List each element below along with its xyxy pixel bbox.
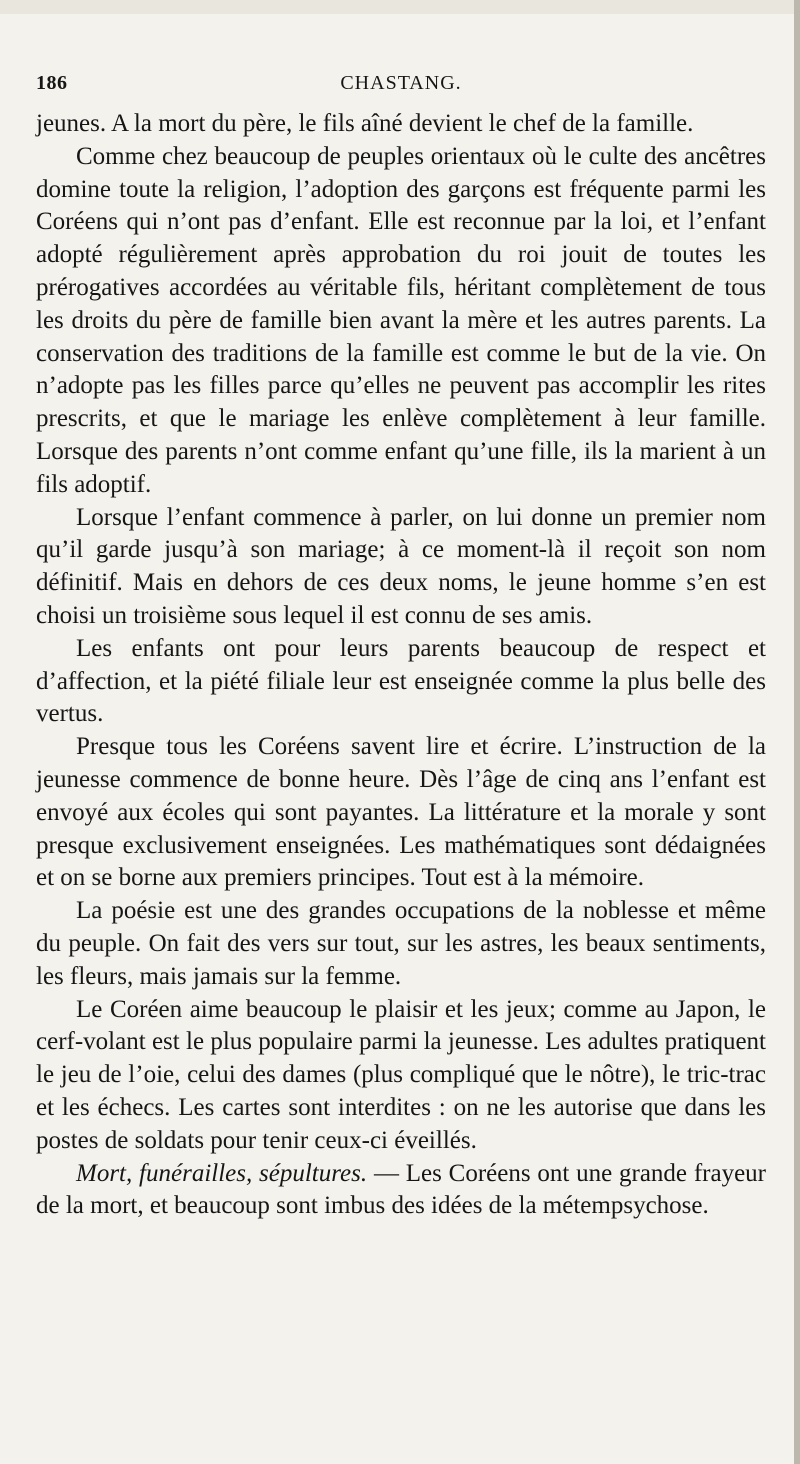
paragraph: Presque tous les Coréens savent lire et écrire. L’instruction de la jeunesse commence de bonne heure. Dès l’âge de cinq ans l’enfant est envoyé aux écoles qui sont payantes. La littérature et la morale y sont presque exclusivement enseignées. Les mathématiques sont dédaignées et on se borne aux premiers principes. Tout est à la mémoire. bbox=[36, 733, 766, 892]
page-right-edge bbox=[794, 0, 800, 1464]
body-text bbox=[36, 108, 766, 1223]
section-text: — Les Coréens ont une grande frayeur de la mort, et beaucoup sont imbus des idées de la métempsychose. bbox=[36, 1159, 767, 1220]
running-head bbox=[36, 72, 766, 98]
section-heading: Mort, funérailles, sépultures. bbox=[76, 1159, 368, 1187]
page-number: 186 bbox=[36, 72, 68, 94]
paragraph: Le Coréen aime beaucoup le plaisir et les jeux; comme au Japon, le cerf-volant est le plus populaire parmi la jeunesse. Les adultes pratiquent le jeu de l’oie, celui des dames (plus compliqué que le nôtre), le tric-trac et les échecs. Les cartes sont interdites : on ne les autorise que dans les postes de soldats pour tenir ceux-ci éveillés. bbox=[36, 995, 766, 1154]
running-title: CHASTANG. bbox=[340, 72, 462, 94]
paragraph: Les enfants ont pour leurs parents beaucoup de respect et d’affection, et la piété filiale leur est enseignée comme la plus belle des vertus. bbox=[36, 634, 766, 728]
paragraph: Comme chez beaucoup de peuples orientaux où le culte des ancêtres domine toute la religion, l’adoption des garçons est fréquente parmi les Coréens qui n’ont pas d’enfant. Elle est reconnue par la loi, et l’enfant adopté régulièrement après approbation du roi jouit de toutes les prérogatives accordées au véritable fils, héritant complètement de tous les droits du père de famille bien avant la mère et les autres parents. La conservation des traditions de la famille est comme le but de la vie. On n’adopte pas les filles parce qu’elles ne peuvent pas accomplir les rites prescrits, et que le mariage les enlève complètement à leur famille. Lorsque des parents n’ont comme enfant qu’une fille, ils la marient à un fils adoptif. bbox=[36, 142, 766, 498]
paragraph: Lorsque l’enfant commence à parler, on lui donne un premier nom qu’il garde jusqu’à son mariage; à ce moment-là il reçoit son nom définitif. Mais en dehors de ces deux noms, le jeune homme s’en est choisi un troisième sous lequel il est connu de ses amis. bbox=[36, 503, 766, 629]
paragraph: jeunes. A la mort du père, le fils aîné devient le chef de la famille. bbox=[36, 110, 694, 137]
page-top-edge bbox=[0, 0, 800, 14]
paragraph-section-heading bbox=[36, 1158, 766, 1224]
paragraph: La poésie est une des grandes occupations de la noblesse et même du peuple. On fait des vers sur tout, sur les astres, les beaux sentiments, les fleurs, mais jamais sur la femme. bbox=[36, 897, 766, 990]
